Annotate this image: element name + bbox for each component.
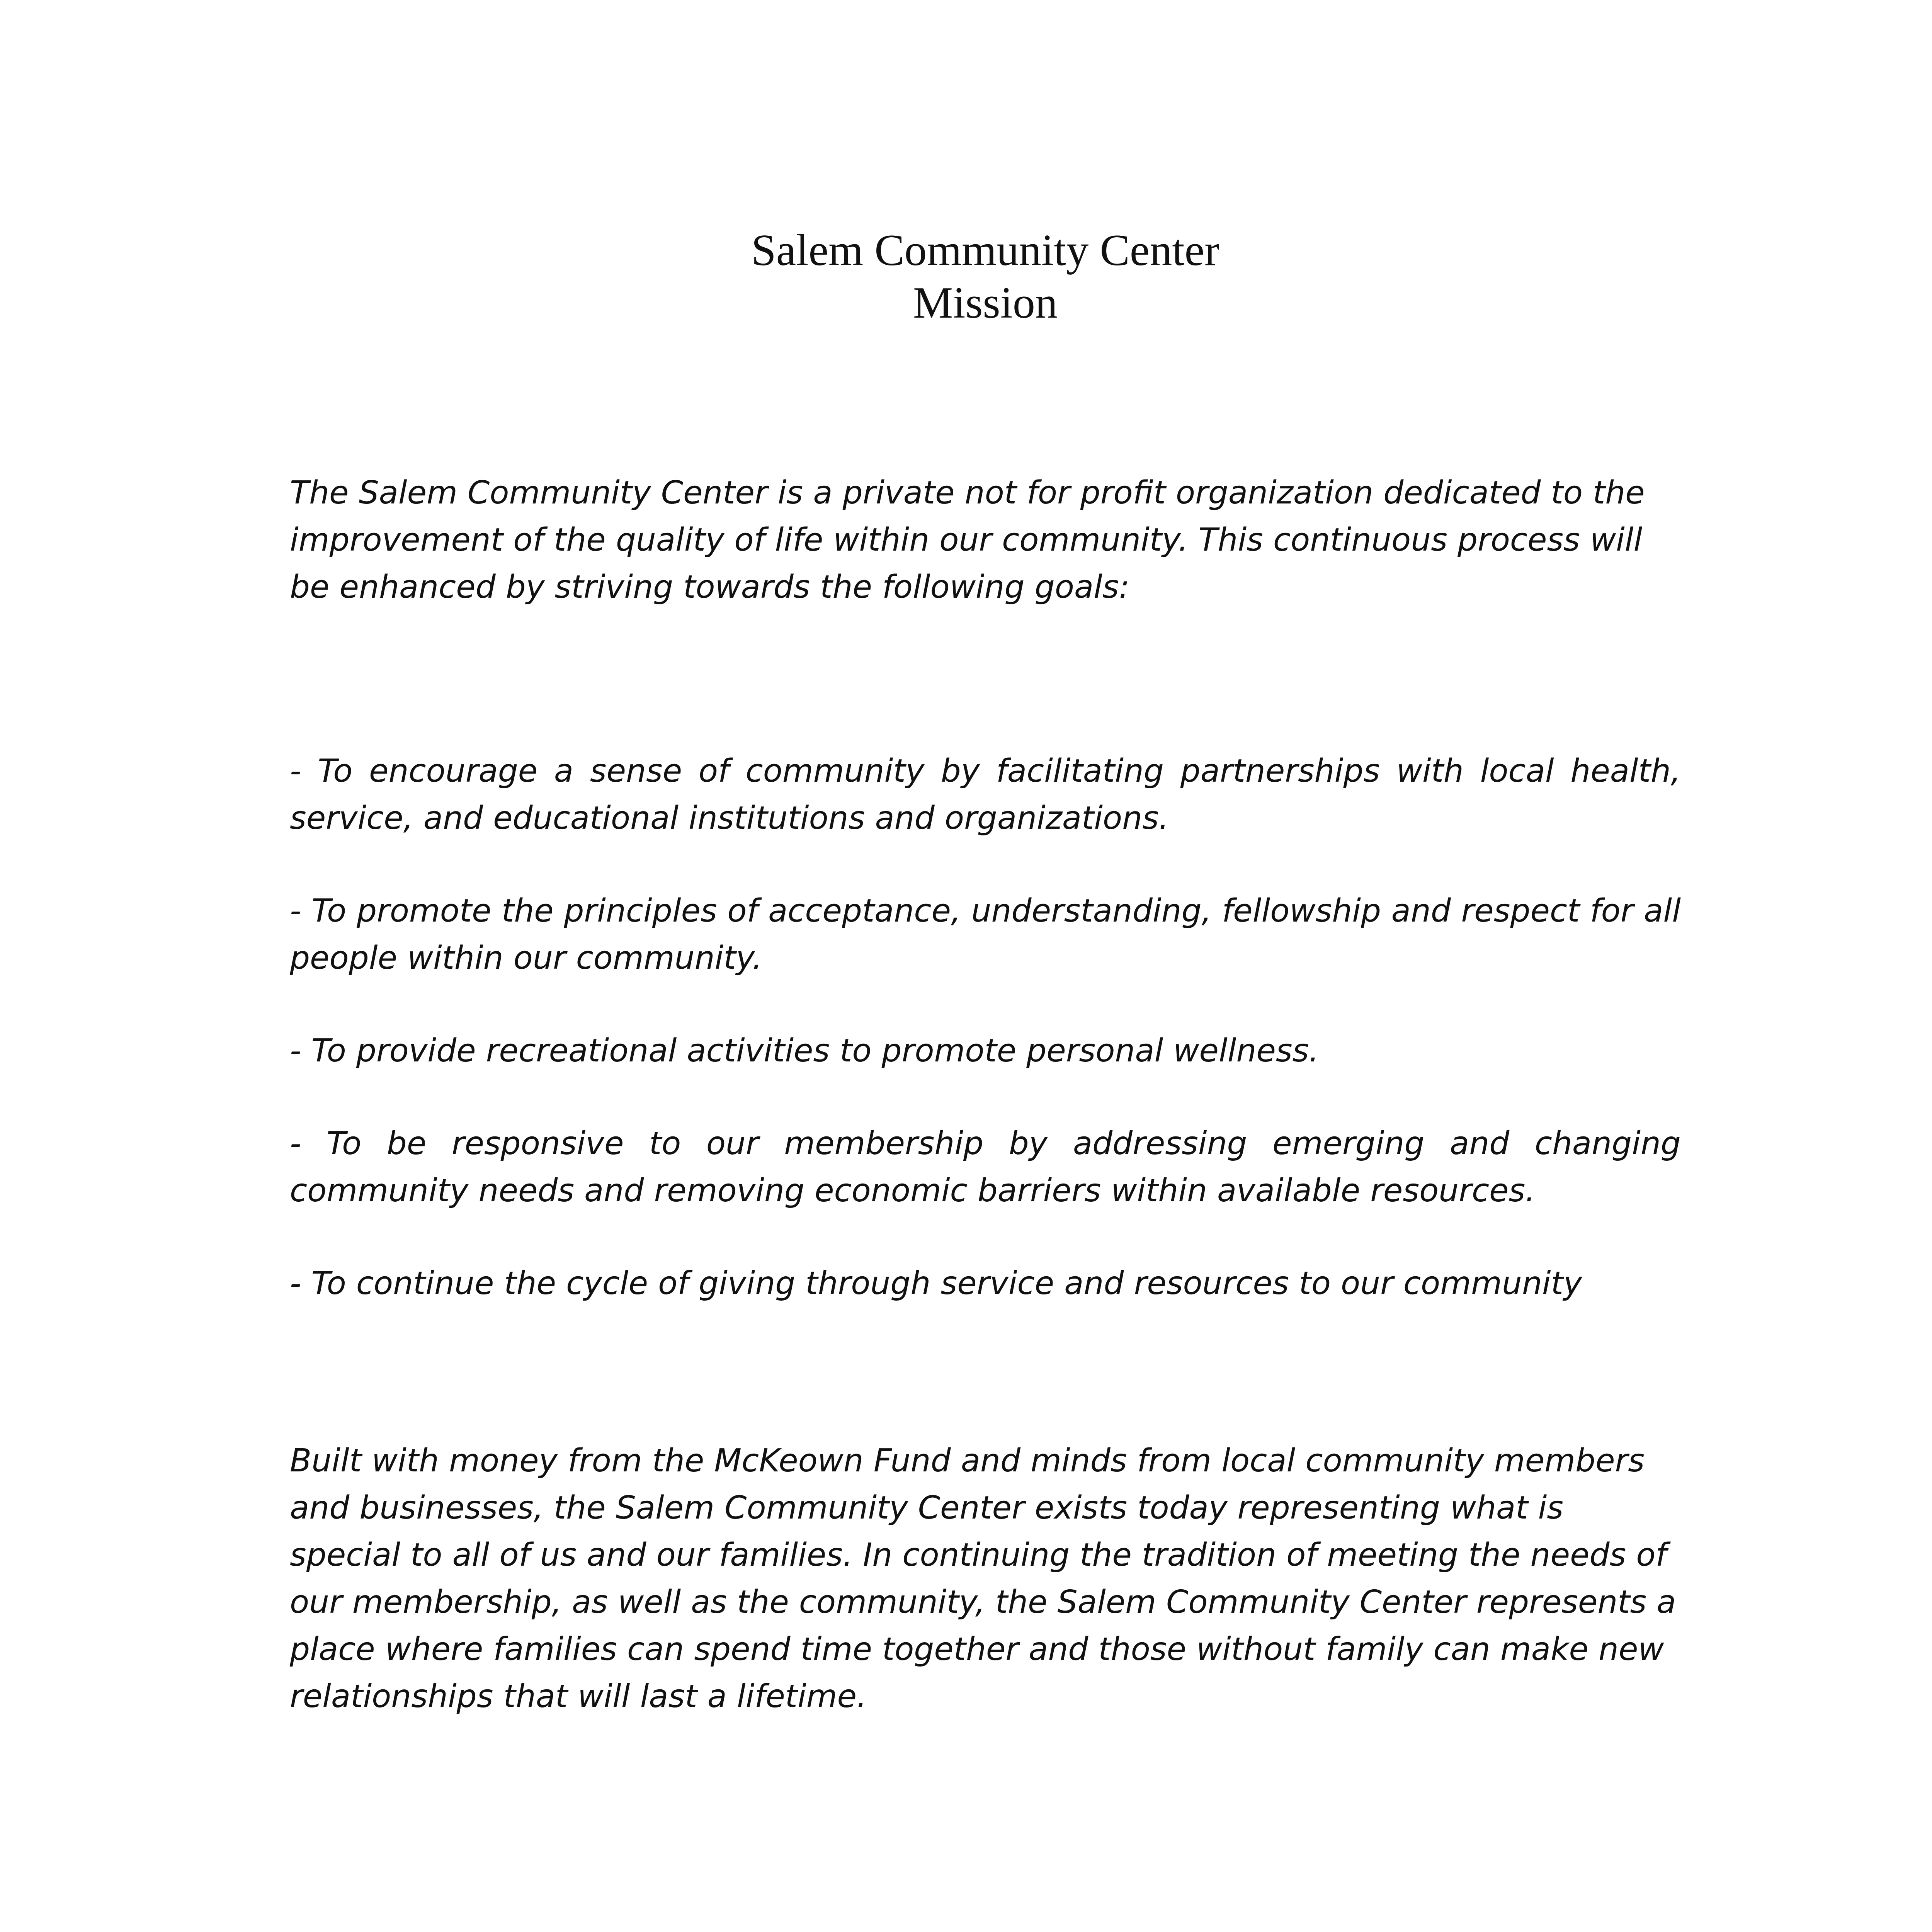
- document-title: [0, 224, 1932, 329]
- title-line-organization: Salem Community Center: [751, 226, 1219, 275]
- goal-item-acceptance: - To promote the principles of acceptance, understanding, fellowship and respect for all people within our community.: [290, 893, 1681, 976]
- intro-paragraph: The Salem Community Center is a private not for profit organization dedicated to the improvement of the quality of life within our community. This continuous process will be enhanced by striving towards the following goals:: [290, 474, 1645, 605]
- goal-item-giving: - To continue the cycle of giving through service and resources to our community: [290, 1265, 1582, 1302]
- goal-item-responsive: - To be responsive to our membership by addressing emerging and changing community needs and removing economic barriers within available resources.: [290, 1125, 1681, 1209]
- goal-item-recreation: - To provide recreational activities to promote personal wellness.: [290, 1032, 1319, 1069]
- title-line-mission: Mission: [913, 278, 1058, 328]
- goals-list: [290, 748, 1681, 1353]
- goal-item-community: - To encourage a sense of community by facilitating partnerships with local health, service, and educational institutions and organizations.: [290, 753, 1681, 837]
- closing-paragraph: Built with money from the McKeown Fund and minds from local community members and businesses, the Salem Community Center exists today representing what is special to all of us and our families. In continuing the tradition of meeting the needs of our membership, as well as the community, the Salem Community Center represents a place where families can spend time together and those without family can make new relationships that will last a lifetime.: [290, 1442, 1676, 1715]
